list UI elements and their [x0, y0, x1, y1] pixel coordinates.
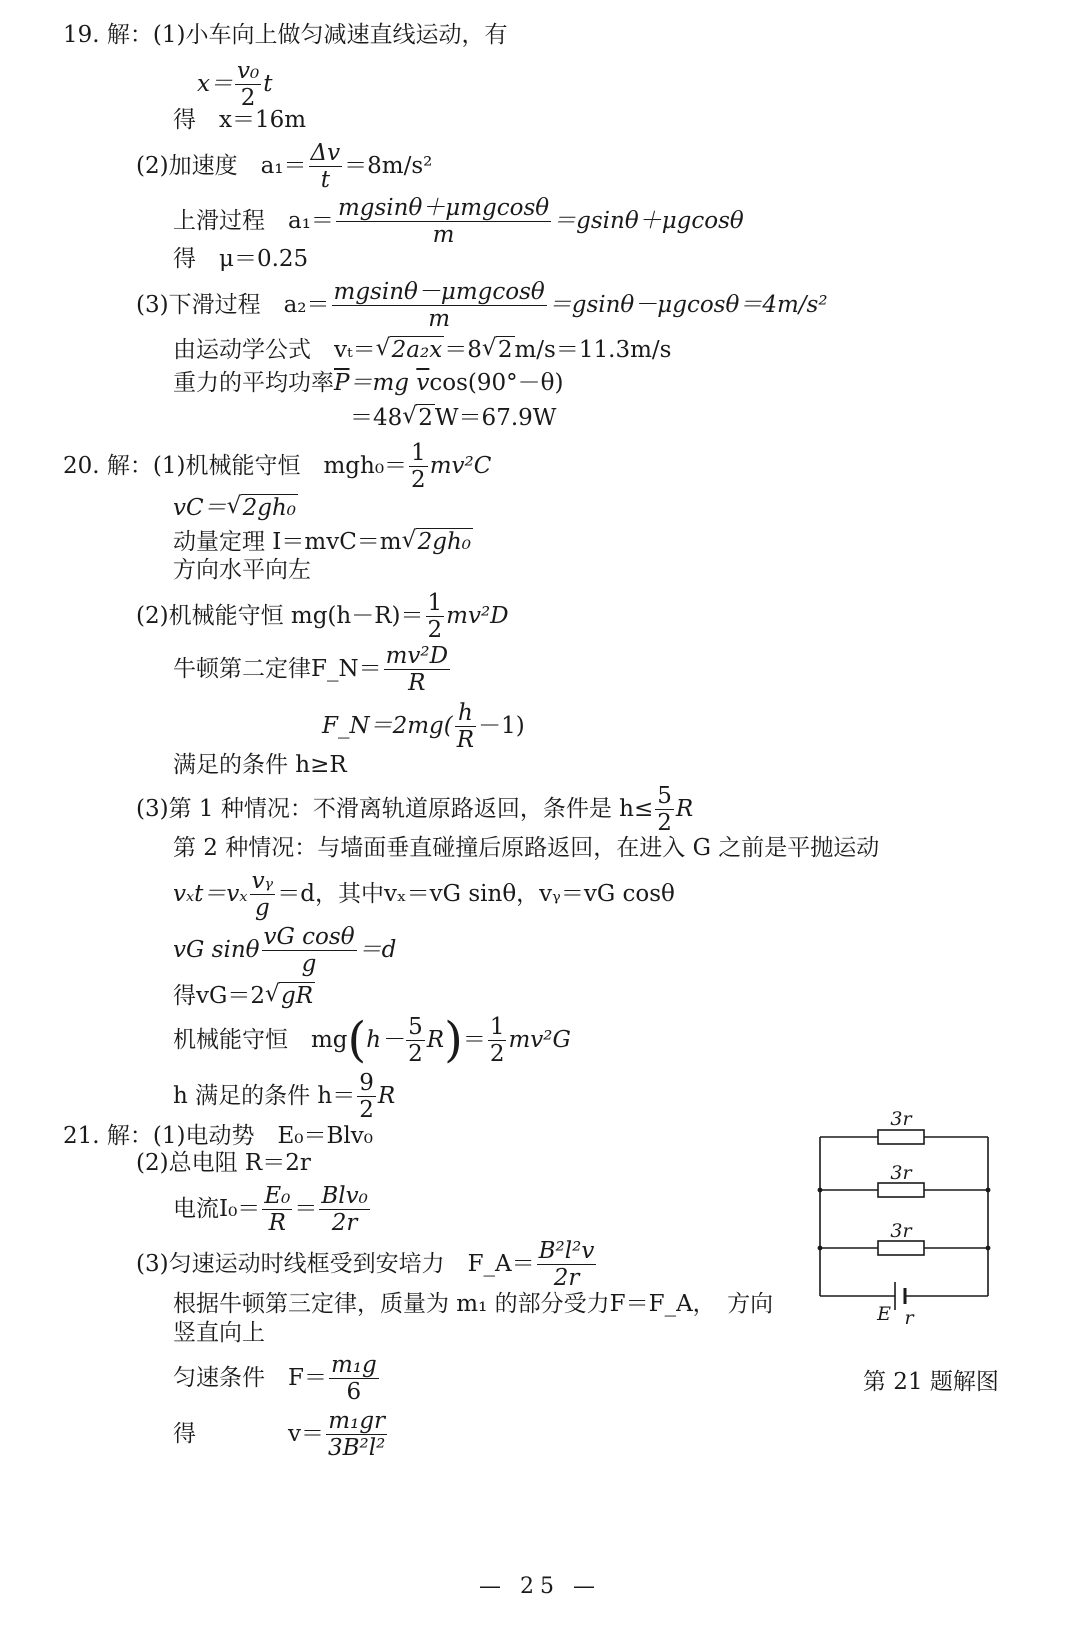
q19-result-mu: 得 μ＝0.25 — [173, 246, 309, 272]
q20-eq-newton: 牛顿第二定律F_N＝ $\frac{\text{mv²D}}{R}$ — [173, 643, 449, 697]
q20-condition-h: h 满足的条件 h＝ $\frac{9}{2}$ R — [173, 1070, 396, 1124]
q19-result-x: 得 x＝16m — [173, 107, 307, 133]
resistor-3-label: 3r — [890, 1220, 912, 1242]
node-right-low — [986, 1246, 991, 1251]
q19-eq-up: 上滑过程 a₁＝ $\frac{\text{mgsinθ＋μmgcosθ}}{m}$ ＝gsinθ＋μgcosθ — [173, 195, 744, 249]
circuit-diagram — [810, 1100, 1010, 1325]
q20-header: 20. 解：(1)机械能守恒 mgh₀＝ $\frac{1}{2}$ mv²C — [63, 440, 492, 494]
q20-eq-vc: vC＝ √ 2gh₀ — [173, 494, 298, 523]
resistor-2-label: 3r — [890, 1162, 912, 1184]
q19-header: 19. 解：(1)小车向上做匀减速直线运动，有 — [63, 22, 508, 48]
q19-eq-x: x＝ $\frac{\text{v₀}}{2}$ t — [197, 58, 273, 112]
q21-eq-ampere: (3)匀速运动时线框受到安培力 F_A＝ $\frac{\text{B²l²v}}{2r}$ — [136, 1238, 595, 1292]
resistor-3 — [878, 1241, 924, 1255]
q21-eq-uniform: 匀速条件 F＝ $\frac{\text{m₁g}}{6}$ — [173, 1352, 377, 1406]
q21-direction: 竖直向上 — [173, 1320, 265, 1346]
emf-label: E — [877, 1303, 891, 1325]
q20-eq-fn: F_N＝2mg( $\frac{h}{R}$ －1) — [322, 700, 525, 754]
q20-eq-energy-d: (2)机械能守恒 mg(h－R)＝ $\frac{1}{2}$ mv²D — [136, 590, 509, 644]
node-right-mid — [986, 1188, 991, 1193]
q19-eq-power-value: ＝48 √ 2W＝67.9W — [350, 404, 556, 433]
q21-eq-velocity: 得 v＝ $\frac{\text{m₁gr}}{\text{3B²l²}}$ — [173, 1408, 386, 1462]
q20-eq-vg: 得vG＝2 √ gR — [173, 982, 315, 1011]
page-number: — 25 — — [479, 1574, 601, 1599]
resistor-2 — [878, 1183, 924, 1197]
q20-condition-1: 满足的条件 h≥R — [173, 752, 347, 778]
q20-eq-impulse: 动量定理 I＝mvC＝m √ 2gh₀ — [173, 528, 473, 557]
internal-resistance-label: r — [904, 1307, 914, 1325]
q20-eq-energy-g: 机械能守恒 mg(h－ $\frac{5}{2}$ R)＝ $\frac{1}{2}$ mv²G — [173, 1012, 571, 1068]
q19-eq-vt: 由运动学公式 vₜ＝ √ 2a₂x＝8 √ 2m/s＝11.3m/s — [173, 336, 671, 365]
q20-direction: 方向水平向左 — [173, 557, 311, 583]
q19-eq-down: (3)下滑过程 a₂＝ $\frac{\text{mgsinθ－μmgcosθ}}{m}$ ＝gsinθ－μgcosθ＝4m/s² — [136, 279, 828, 333]
resistor-1 — [878, 1130, 924, 1144]
node-left-mid — [818, 1188, 823, 1193]
q20-case-1: (3)第 1 种情况：不滑离轨道原路返回，条件是 h≤ $\frac{5}{2}$ R — [136, 783, 694, 837]
q19-eq-power: 重力的平均功率$\overline{P}=mg$ $\overline{v}\cos(90^\circ-\theta)$ — [173, 370, 564, 396]
circuit-caption: 第 21 题解图 — [863, 1369, 999, 1395]
q19-eq-a1: (2)加速度 a₁＝ $\frac{\Delta v}{t}$ ＝8m/s² — [136, 140, 433, 194]
q21-eq-current: 电流I₀＝ $\frac{\text{E₀}}{R}$ ＝ $\frac{\text{Blv₀}}{2r}$ — [173, 1183, 368, 1237]
q20-eq-d: vG sinθ $\frac{\text{vG cosθ}}{g}$ ＝d — [173, 924, 397, 978]
q20-case-2: 第 2 种情况：与墙面垂直碰撞后原路返回，在进入 G 之前是平抛运动 — [173, 835, 880, 861]
resistor-1-label: 3r — [890, 1108, 912, 1130]
q21-newton-third: 根据牛顿第三定律，质量为 m₁ 的部分受力F＝F_A， 方向 — [173, 1291, 774, 1317]
q20-eq-projectile: vₓt＝vₓ $\frac{\text{vᵧ}}{g}$ ＝d，其中vₓ＝vG sinθ，vᵧ＝vG cosθ — [173, 868, 675, 922]
q21-header: 21. 解：(1)电动势 E₀＝Blv₀ — [63, 1123, 373, 1149]
node-left-low — [818, 1246, 823, 1251]
q21-total-resistance: (2)总电阻 R＝2r — [136, 1150, 311, 1176]
